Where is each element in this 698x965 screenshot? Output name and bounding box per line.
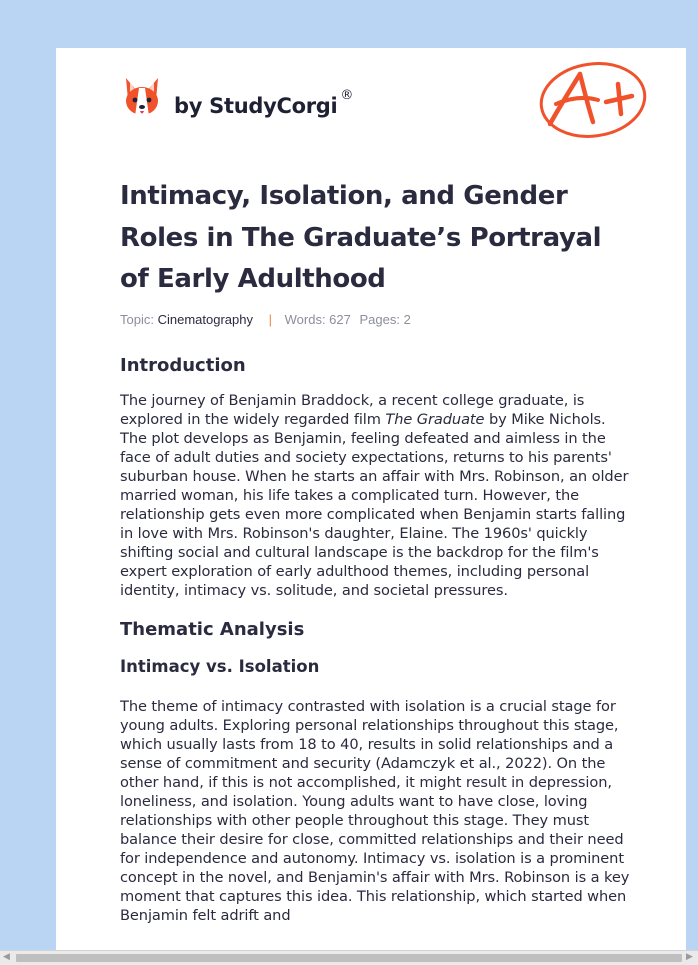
introduction-heading: Introduction [120,355,246,376]
introduction-paragraph: The journey of Benjamin Braddock, a recent college graduate, is explored in the widely regarded film The Graduate by Mike Nichols. The plot develops as Benjamin, feeling defeated and aimless in the face of adult duties and society expectations, returns to his parents' suburban house. When he starts an affair with Mrs. Robinson, an older married woman, his life takes a complicated turn. However, the relationship gets even more complicated when Benjamin starts falling in love with Mrs. Robinson's daughter, Elaine. The 1960s' quickly shifting social and cultural landscape is the backdrop for the film's expert exploration of early adulthood themes, including personal identity, intimacy vs. solitude, and societal pressures. [120,392,629,599]
horizontal-scrollbar[interactable] [0,950,698,965]
intimacy-isolation-heading: Intimacy vs. Isolation [120,657,320,676]
document-page [56,48,686,950]
topic-link[interactable]: Cinematography [157,312,253,327]
meta-separator: | [268,312,272,327]
scroll-right-icon[interactable]: ▶ [686,952,693,962]
intimacy-isolation-paragraph: The theme of intimacy contrasted with isolation is a crucial stage for young adults. Exploring personal relationships throughout this stage, which usually lasts from 18 to 40, results in solid relationships and a sense of commitment and security (Adamczyk et al., 2022). On the other hand, if this is not accomplished, it might result in depression, loneliness, and isolation. Young adults want to have close, loving relationships with other people throughout this stage. They must balance their desire for close, committed relationships and their need for independence and autonomy. Intimacy vs. isolation is a prominent concept in the novel, and Benjamin's affair with Mrs. Robinson is a key moment that captures this idea. This relationship, which started when Benjamin felt adrift and [120,698,630,924]
word-count: Words: 627 [284,312,351,327]
thematic-analysis-heading: Thematic Analysis [120,619,305,640]
corgi-logo-icon [122,76,162,120]
page-count: Pages: 2 [359,312,411,327]
brand-name[interactable]: by StudyCorgi ® [174,88,354,118]
topic-label: Topic: [120,312,154,327]
scroll-left-icon[interactable]: ◀ [3,952,10,962]
essay-title: Intimacy, Isolation, and Gender Roles in The Graduate’s Portrayal of Early Adulthood [120,181,602,294]
a-plus-grade-icon [536,58,648,140]
essay-meta [120,312,411,327]
scrollbar-thumb[interactable] [16,954,682,962]
film-title: The Graduate [385,411,485,428]
